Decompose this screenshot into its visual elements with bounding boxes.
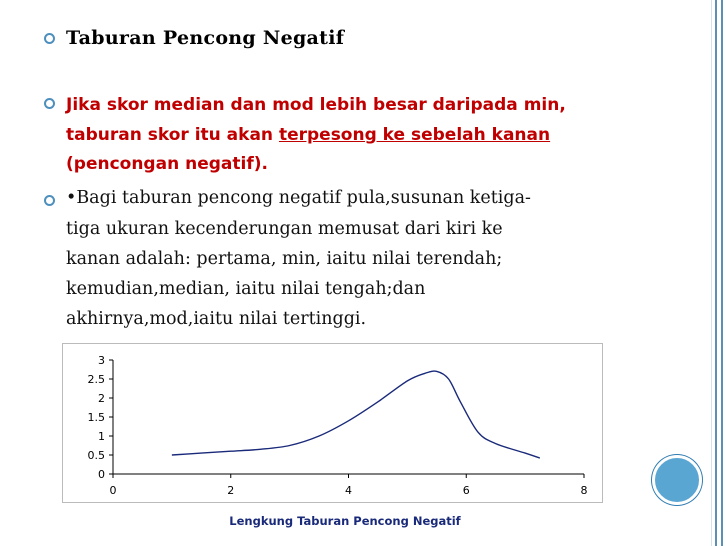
point1-line2-plain: taburan skor itu akan: [66, 125, 279, 145]
slide-heading: Taburan Pencong Negatif: [66, 27, 345, 49]
y-tick-label: 0: [98, 468, 105, 481]
chart-ticks: [88, 354, 588, 497]
y-tick-label: 2: [98, 392, 105, 405]
point2-line2: tiga ukuran kecenderungan memusat dari kiri ke: [66, 219, 503, 239]
x-tick-label: 2: [227, 484, 235, 497]
x-tick-label: 6: [462, 484, 470, 497]
x-tick-label: 4: [345, 484, 352, 497]
y-tick-label: 3: [98, 354, 105, 367]
point1-line1: Jika skor median dan mod lebih besar daripada min,: [66, 95, 566, 115]
point1-line3: (pencongan negatif).: [66, 154, 268, 174]
y-tick-label: 1: [98, 430, 105, 443]
y-tick-label: 1.5: [87, 411, 105, 424]
point2-line1: •Bagi taburan pencong negatif pula,susunan ketiga-: [66, 188, 531, 208]
point2-line4: kemudian,median, iaitu nilai tengah;dan: [66, 279, 426, 299]
point1-line2-underlined: terpesong ke sebelah kanan: [278, 125, 551, 145]
point2-line3: kanan adalah: pertama, min, iaitu nilai terendah;: [66, 249, 503, 269]
x-tick-label: 8: [580, 484, 588, 497]
y-tick-label: 0.5: [87, 449, 105, 462]
x-tick-label: 0: [109, 484, 117, 497]
series-line: [172, 371, 540, 458]
point2-line5: akhirnya,mod,iaitu nilai tertinggi.: [66, 309, 367, 329]
chart-axes: [113, 360, 584, 474]
y-tick-label: 2.5: [87, 373, 105, 386]
chart-title: Lengkung Taburan Pencong Negatif: [229, 514, 461, 528]
